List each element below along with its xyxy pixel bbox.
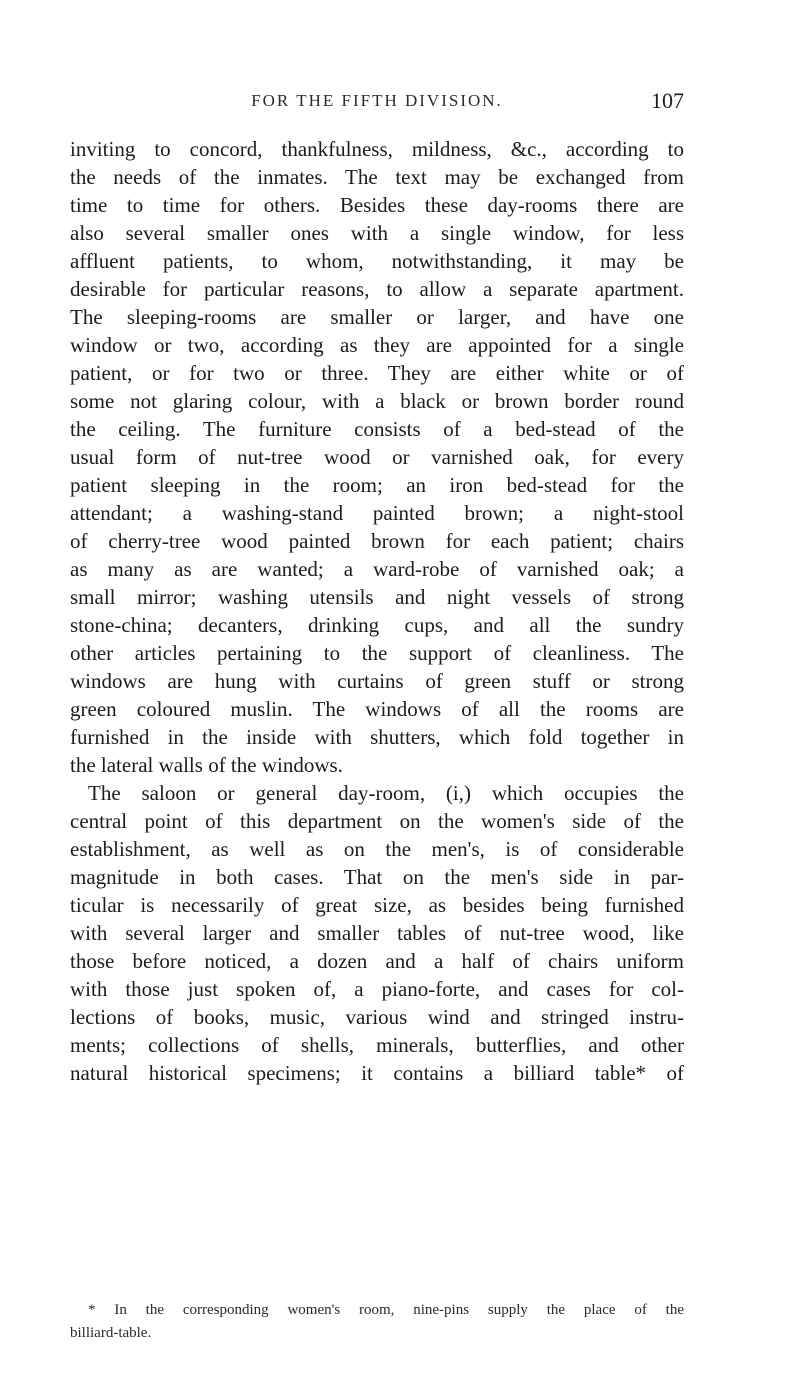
text-line: other articles pertaining to the support of cleanliness. The xyxy=(70,641,684,665)
text-line: inviting to concord, thankfulness, mildness, &c., according to xyxy=(70,137,684,161)
running-title: FOR THE FIFTH DIVISION. xyxy=(251,91,503,110)
text-line: those before noticed, a dozen and a half of chairs uniform xyxy=(70,949,684,973)
text-line: the needs of the inmates. The text may be exchanged from xyxy=(70,165,684,189)
paragraph-start-line: The saloon or general day-room, (i,) which occupies the xyxy=(88,781,684,805)
footnote xyxy=(70,1299,684,1345)
text-line: windows are hung with curtains of green stuff or strong xyxy=(70,669,684,693)
text-line: usual form of nut-tree wood or varnished oak, for every xyxy=(70,445,684,469)
paragraph-end-line: the lateral walls of the windows. xyxy=(70,753,343,777)
text-line: time to time for others. Besides these day-rooms there are xyxy=(70,193,684,217)
text-line: The sleeping-rooms are smaller or larger, and have one xyxy=(70,305,684,329)
text-line: desirable for particular reasons, to allow a separate apartment. xyxy=(70,277,684,301)
running-head xyxy=(70,88,684,118)
text-line: patient, or for two or three. They are either white or of xyxy=(70,361,684,385)
text-line: green coloured muslin. The windows of all the rooms are xyxy=(70,697,684,721)
footnote-line: * In the corresponding women's room, nine-pins supply the place of the xyxy=(88,1302,684,1318)
text-line: the ceiling. The furniture consists of a bed-stead of the xyxy=(70,417,684,441)
text-line: establishment, as well as on the men's, is of considerable xyxy=(70,837,684,861)
text-line: some not glaring colour, with a black or brown border round xyxy=(70,389,684,413)
text-line: as many as are wanted; a ward-robe of varnished oak; a xyxy=(70,557,684,581)
text-line: also several smaller ones with a single window, for less xyxy=(70,221,684,245)
text-line: attendant; a washing-stand painted brown; a night-stool xyxy=(70,501,684,525)
text-line: of cherry-tree wood painted brown for each patient; chairs xyxy=(70,529,684,553)
footnote-line: billiard-table. xyxy=(70,1325,152,1341)
text-line: natural historical specimens; it contains a billiard table* of xyxy=(70,1061,684,1085)
text-line: patient sleeping in the room; an iron bed-stead for the xyxy=(70,473,684,497)
text-line: ticular is necessarily of great size, as besides being furnished xyxy=(70,893,684,917)
text-line: affluent patients, to whom, notwithstanding, it may be xyxy=(70,249,684,273)
text-line: lections of books, music, various wind and stringed instru- xyxy=(70,1005,684,1029)
text-line: window or two, according as they are appointed for a single xyxy=(70,333,684,357)
text-line: stone-china; decanters, drinking cups, and all the sundry xyxy=(70,613,684,637)
text-line: magnitude in both cases. That on the men's side in par- xyxy=(70,865,684,889)
text-line: ments; collections of shells, minerals, butterflies, and other xyxy=(70,1033,684,1057)
body-text xyxy=(70,135,684,1087)
page-number: 107 xyxy=(651,88,684,113)
text-line: with several larger and smaller tables of nut-tree wood, like xyxy=(70,921,684,945)
text-line: furnished in the inside with shutters, which fold together in xyxy=(70,725,684,749)
text-line: small mirror; washing utensils and night vessels of strong xyxy=(70,585,684,609)
text-line: central point of this department on the women's side of the xyxy=(70,809,684,833)
text-line: with those just spoken of, a piano-forte, and cases for col- xyxy=(70,977,684,1001)
